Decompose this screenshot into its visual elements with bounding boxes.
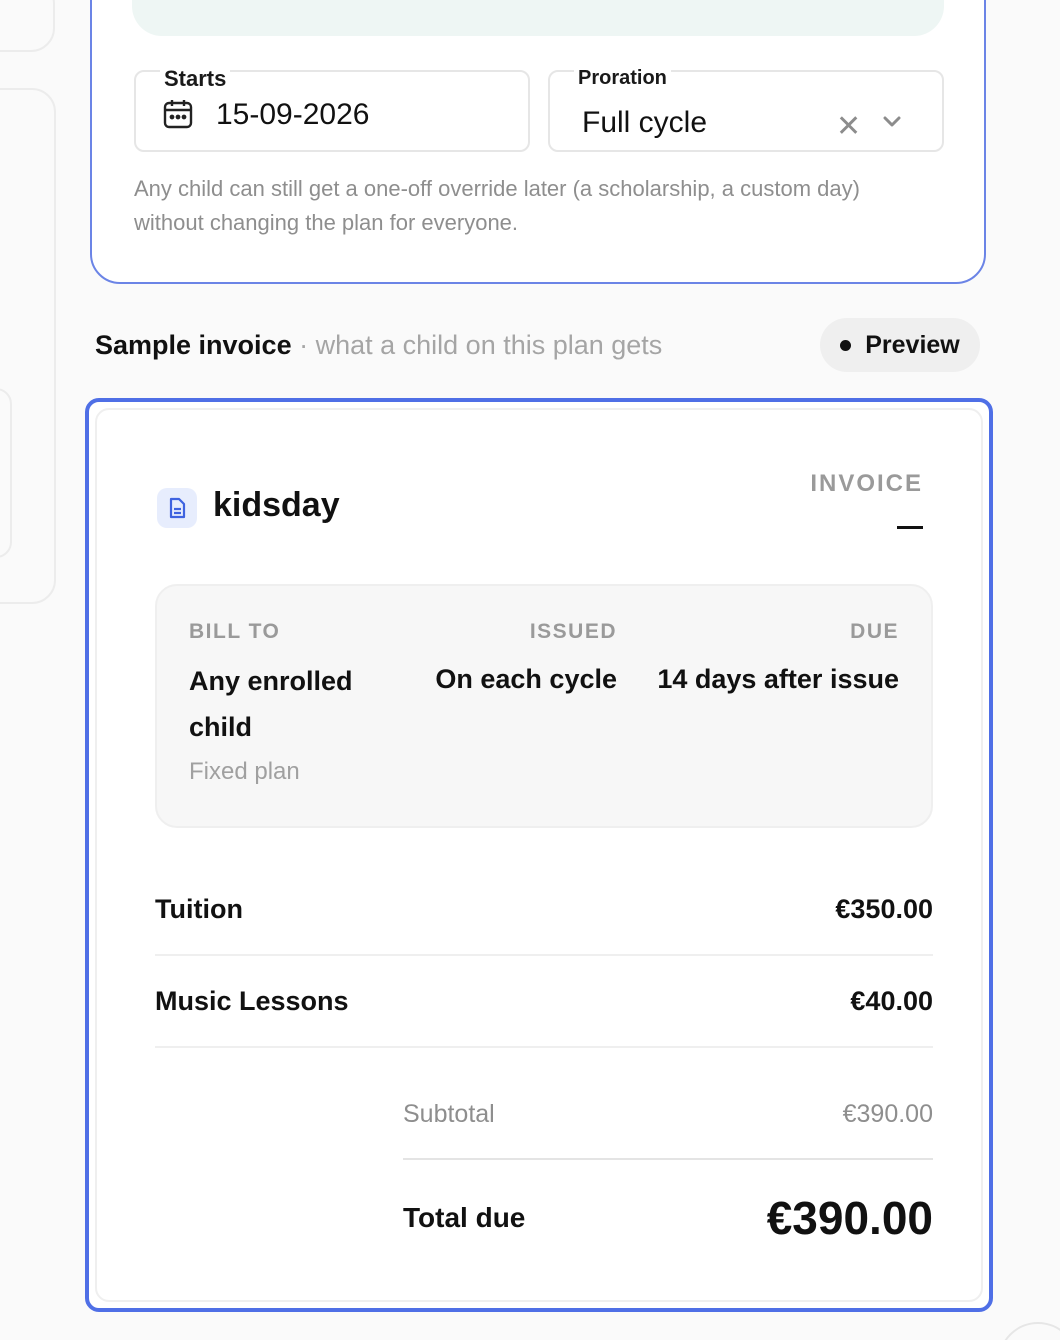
total-row <box>403 1166 933 1270</box>
total-due-amount: €390.00 <box>766 1192 933 1244</box>
heading-separator: · <box>291 330 316 360</box>
proration-select[interactable] <box>548 67 944 152</box>
line-item-amount: €40.00 <box>850 985 933 1016</box>
invoice-number-placeholder <box>897 526 923 529</box>
bill-to-value: Any enrolled child <box>189 666 353 742</box>
issued-label: ISSUED <box>529 620 617 643</box>
starts-value: 15-09-2026 <box>216 98 370 131</box>
calendar-icon[interactable] <box>162 98 194 130</box>
line-item-name: Tuition <box>155 893 243 924</box>
invoice-card <box>95 408 983 1302</box>
background-card <box>998 1322 1060 1340</box>
clear-icon[interactable]: ✕ <box>836 110 862 143</box>
sample-invoice-heading <box>95 328 662 362</box>
proration-value: Full cycle <box>582 106 708 139</box>
background-card <box>0 0 55 52</box>
override-note: Any child can still get a one-off override later (a scholarship, a custom day) without changing the plan for everyone. <box>134 176 860 235</box>
subtotal-value: €390.00 <box>842 1099 933 1128</box>
starts-label: Starts <box>160 68 230 90</box>
sample-invoice-title: Sample invoice <box>95 330 292 360</box>
preview-badge[interactable] <box>820 318 980 372</box>
background-card <box>0 388 12 558</box>
starts-date-field[interactable] <box>134 66 530 152</box>
bullet-dot-icon <box>840 340 851 351</box>
sample-invoice-subtitle: what a child on this plan gets <box>315 330 663 360</box>
panel-header-strip <box>132 0 944 36</box>
chevron-down-icon[interactable] <box>880 110 904 134</box>
document-icon <box>157 488 197 528</box>
line-item-row <box>155 864 933 956</box>
bill-to-subtext: Fixed plan <box>189 758 300 785</box>
subtotal-label: Subtotal <box>403 1099 495 1128</box>
issued-value: On each cycle <box>435 664 617 694</box>
line-item-name: Music Lessons <box>155 985 349 1016</box>
brand-name: kidsday <box>213 486 340 524</box>
invoice-meta-box <box>155 584 933 828</box>
line-item-row <box>155 956 933 1048</box>
subtotal-row <box>403 1070 933 1160</box>
bill-to-label: BILL TO <box>189 620 281 643</box>
total-due-label: Total due <box>403 1202 526 1233</box>
invoice-preview-frame <box>85 398 993 1312</box>
due-value: 14 days after issue <box>657 664 899 694</box>
due-label: DUE <box>850 620 899 643</box>
plan-settings-panel <box>90 0 986 284</box>
preview-label: Preview <box>865 330 960 359</box>
line-item-amount: €350.00 <box>835 893 933 924</box>
invoice-label: INVOICE <box>810 470 923 497</box>
proration-label: Proration <box>574 68 671 88</box>
